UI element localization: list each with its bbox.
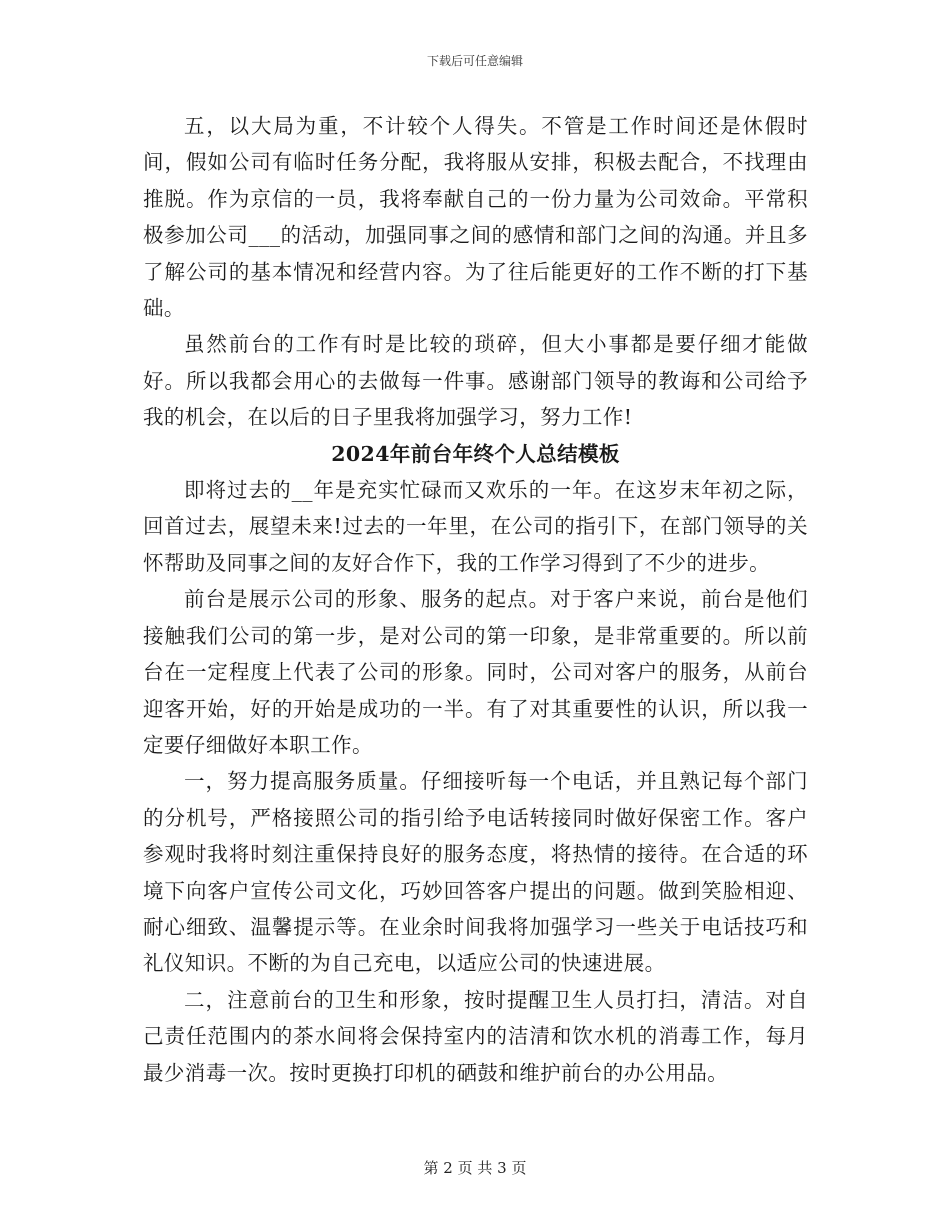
paragraph: 五，以大局为重，不计较个人得失。不管是工作时间还是休假时间，假如公司有临时任务分配，我将服从安排，积极去配合，不找理由推脱。作为京信的一员，我将奉献自己的一份力量为公司效命。平常积极参加公司___的活动，加强同事之间的感情和部门之间的沟通。并且多了解公司的基本情况和经营内容。为了往后能更好的工作不断的打下基础。 xyxy=(143,114,808,321)
paragraph: 一，努力提高服务质量。仔细接听每一个电话，并且熟记每个部门的分机号，严格接照公司的指引给予电话转接同时做好保密工作。客户参观时我将时刻注重保持良好的服务态度，将热情的接待。在合适的环境下向客户宣传公司文化，巧妙回答客户提出的问题。做到笑脸相迎、耐心细致、温馨提示等。在业余时间我将加强学习一些关于电话技巧和礼仪知识。不断的为自己充电，以适应公司的快速进展。 xyxy=(143,769,808,976)
page-number: 第 2 页 共 3 页 xyxy=(423,1159,527,1177)
section-title: 2024年前台年终个人总结模板 xyxy=(331,441,620,466)
document-body xyxy=(143,108,808,1091)
page-header: 下载后可任意编辑 xyxy=(426,54,523,68)
paragraph: 即将过去的__年是充实忙碌而又欢乐的一年。在这岁末年初之际，回首过去，展望未来!过去的一年里，在公司的指引下，在部门领导的关怀帮助及同事之间的友好合作下，我的工作学习得到了不少的进步。 xyxy=(143,478,808,575)
paragraph: 虽然前台的工作有时是比较的琐碎，但大小事都是要仔细才能做好。所以我都会用心的去做每一件事。感谢部门领导的教诲和公司给予我的机会，在以后的日子里我将加强学习，努力工作! xyxy=(143,332,808,430)
paragraph: 二，注意前台的卫生和形象，按时提醒卫生人员打扫，清洁。对自己责任范围内的茶水间将会保持室内的洁清和饮水机的消毒工作，每月最少消毒一次。按时更换打印机的硒鼓和维护前台的办公用品。 xyxy=(143,987,808,1085)
paragraph: 前台是展示公司的形象、服务的起点。对于客户来说，前台是他们接触我们公司的第一步，是对公司的第一印象，是非常重要的。所以前台在一定程度上代表了公司的形象。同时，公司对客户的服务，从前台迎客开始，好的开始是成功的一半。有了对其重要性的认识，所以我一定要仔细做好本职工作。 xyxy=(143,587,808,757)
